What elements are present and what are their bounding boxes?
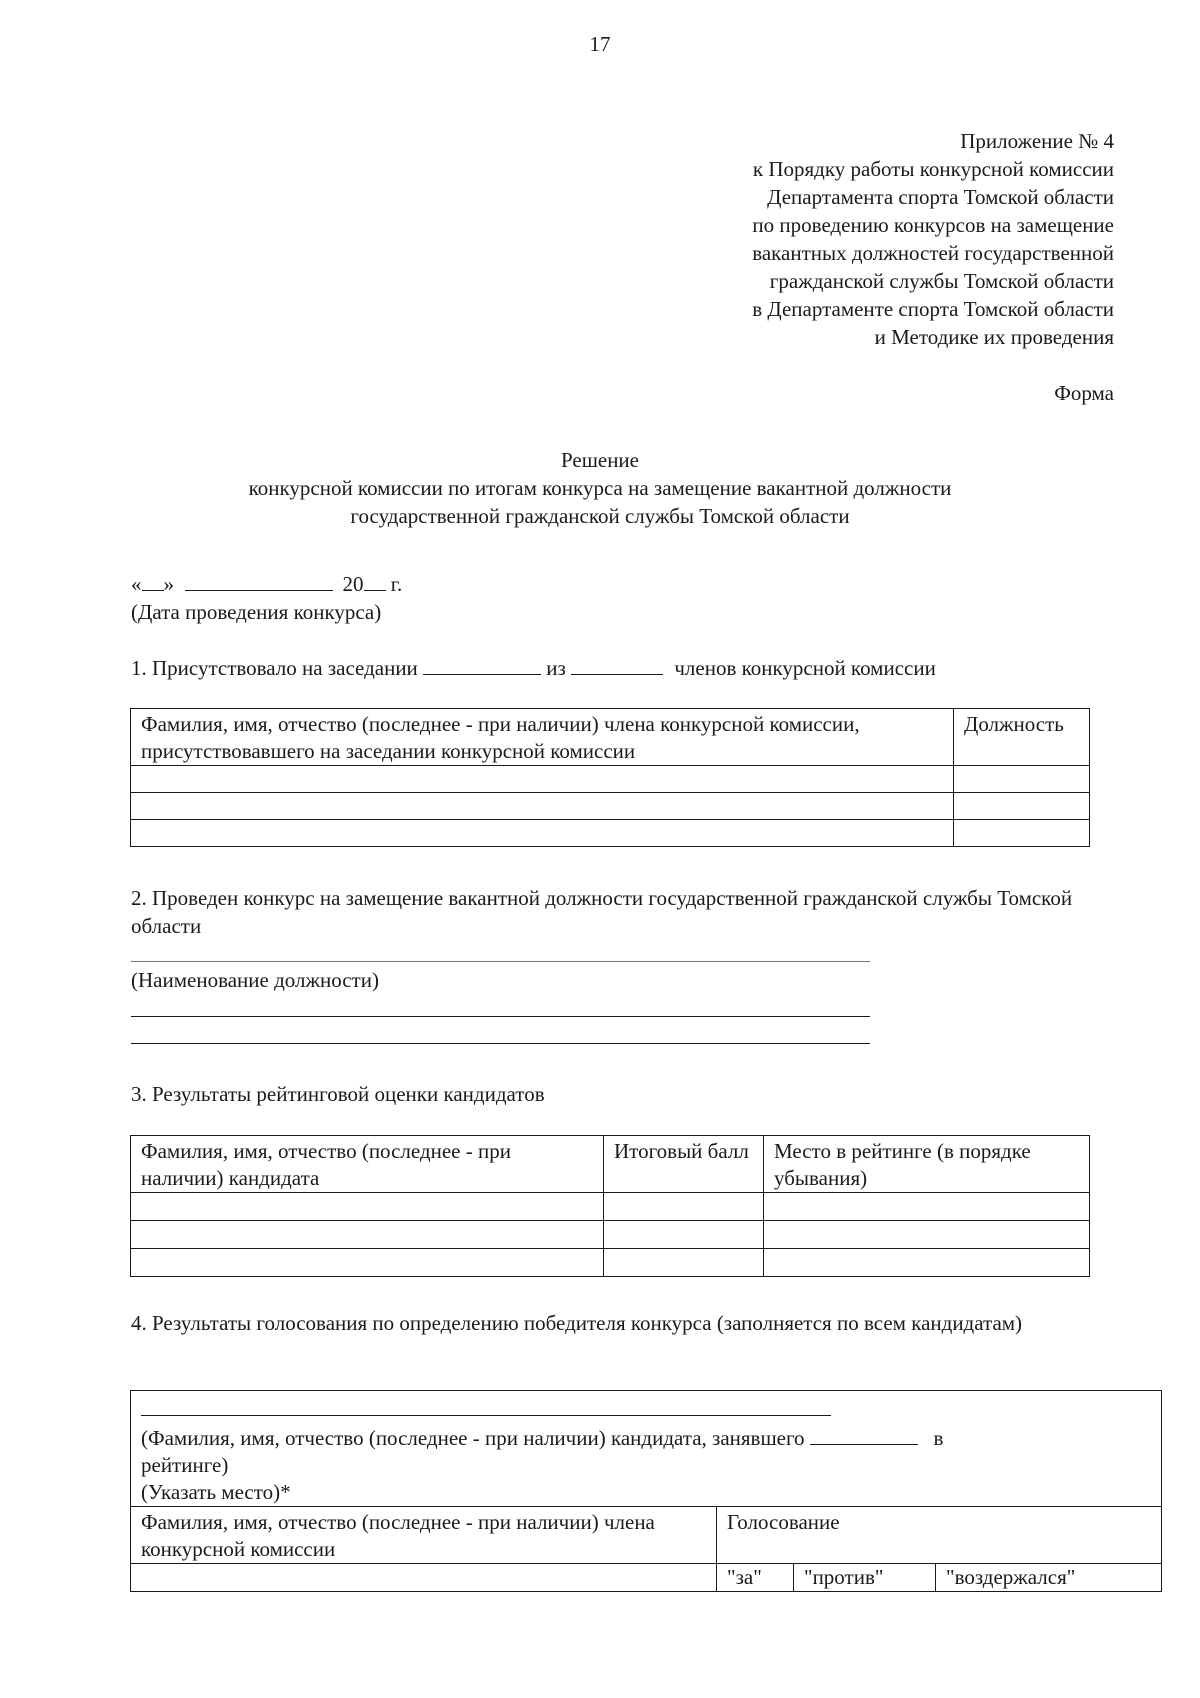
table-row <box>131 1564 1162 1592</box>
table-row <box>131 1193 1090 1221</box>
attendance-text-c: членов конкурсной комиссии <box>674 656 936 680</box>
appendix-header <box>514 127 1114 351</box>
document-title <box>0 446 1200 530</box>
table-cell[interactable] <box>764 1193 1090 1221</box>
rating-col-place: Место в рейтинге (в порядке убывания) <box>764 1136 1090 1193</box>
member-name-cell[interactable] <box>131 1564 717 1592</box>
title-line: Решение <box>560 448 639 472</box>
appendix-line: гражданской службы Томской области <box>769 269 1114 293</box>
section3-text: 3. Результаты рейтинговой оценки кандидатов <box>131 1082 545 1106</box>
candidate-text-b: в <box>933 1426 944 1450</box>
candidate-text-c: рейтинге) <box>141 1453 229 1477</box>
month-blank[interactable] <box>185 570 333 591</box>
table-cell[interactable] <box>604 1221 764 1249</box>
place-blank[interactable] <box>810 1424 918 1445</box>
table-cell[interactable] <box>604 1249 764 1277</box>
year-prefix: 20 <box>342 572 364 596</box>
date-open-quote: « <box>131 572 142 596</box>
table-row <box>131 1249 1090 1277</box>
table-cell[interactable] <box>131 1249 604 1277</box>
table-cell[interactable] <box>131 1193 604 1221</box>
appendix-line: вакантных должностей государственной <box>752 241 1114 265</box>
year-suffix: г. <box>390 572 403 596</box>
date-close-quote: » <box>163 572 174 596</box>
attendance-text-a: 1. Присутствовало на заседании <box>131 656 418 680</box>
table-row <box>131 1221 1090 1249</box>
table-cell[interactable] <box>131 793 954 820</box>
appendix-line: и Методике их проведения <box>874 325 1114 349</box>
table-cell[interactable] <box>131 766 954 793</box>
attendance-text-b: из <box>546 656 566 680</box>
section2-text: 2. Проведен конкурс на замещение вакантной должности государственной гражданской службы Томской области <box>131 886 1073 938</box>
appendix-line: по проведению конкурсов на замещение <box>752 213 1114 237</box>
appendix-line: в Департаменте спорта Томской области <box>752 297 1114 321</box>
title-line: государственной гражданской службы Томской области <box>350 504 850 528</box>
present-count-blank[interactable] <box>423 654 541 675</box>
table-cell[interactable] <box>764 1221 1090 1249</box>
table-row <box>131 793 1090 820</box>
voting-table <box>130 1390 1162 1592</box>
blank-line[interactable] <box>131 1043 870 1044</box>
table-row <box>131 820 1090 847</box>
table-cell[interactable] <box>954 766 1090 793</box>
members-col-name: Фамилия, имя, отчество (последнее - при наличии) члена конкурсной комиссии, присутствовавшего на заседании конкурсной комиссии <box>131 709 954 766</box>
rating-table <box>130 1135 1090 1277</box>
candidate-cell <box>131 1391 1162 1507</box>
attendance-line <box>131 654 936 682</box>
title-line: конкурсной комиссии по итогам конкурса на замещение вакантной должности <box>248 476 952 500</box>
members-col-position: Должность <box>954 709 1090 766</box>
candidate-text-a: (Фамилия, имя, отчество (последнее - при наличии) кандидата, занявшего <box>141 1426 805 1450</box>
year-blank[interactable] <box>364 570 386 591</box>
table-cell[interactable] <box>131 820 954 847</box>
total-count-blank[interactable] <box>571 654 663 675</box>
day-blank[interactable] <box>142 570 164 591</box>
form-label: Форма <box>1054 381 1114 405</box>
members-table <box>130 708 1090 847</box>
candidate-name-line[interactable] <box>141 1415 831 1416</box>
blank-line[interactable] <box>131 1016 870 1017</box>
table-cell[interactable] <box>954 820 1090 847</box>
date-field <box>131 570 402 598</box>
rating-col-score: Итоговый балл <box>604 1136 764 1193</box>
voting-col-vote: Голосование <box>717 1507 1162 1564</box>
table-cell[interactable] <box>954 793 1090 820</box>
candidate-caption <box>141 1424 1141 1506</box>
rating-col-name: Фамилия, имя, отчество (последнее - при наличии) кандидата <box>131 1136 604 1193</box>
page-number: 17 <box>589 32 611 56</box>
table-row <box>131 766 1090 793</box>
appendix-line: к Порядку работы конкурсной комиссии <box>752 157 1114 181</box>
table-cell[interactable] <box>131 1221 604 1249</box>
position-caption: (Наименование должности) <box>131 968 379 992</box>
place-note: (Указать место)* <box>141 1480 291 1504</box>
date-caption: (Дата проведения конкурса) <box>131 600 382 624</box>
vote-for[interactable]: "за" <box>717 1564 794 1592</box>
vote-abstain[interactable]: "воздержался" <box>936 1564 1162 1592</box>
appendix-line: Приложение № 4 <box>960 129 1114 153</box>
table-cell[interactable] <box>764 1249 1090 1277</box>
appendix-line: Департамента спорта Томской области <box>767 185 1114 209</box>
voting-col-member: Фамилия, имя, отчество (последнее - при наличии) члена конкурсной комиссии <box>131 1507 717 1564</box>
vote-against[interactable]: "против" <box>794 1564 936 1592</box>
position-name-line[interactable] <box>131 961 870 962</box>
table-cell[interactable] <box>604 1193 764 1221</box>
section4-text: 4. Результаты голосования по определению победителя конкурса (заполняется по всем кандидатам) <box>131 1311 1023 1335</box>
